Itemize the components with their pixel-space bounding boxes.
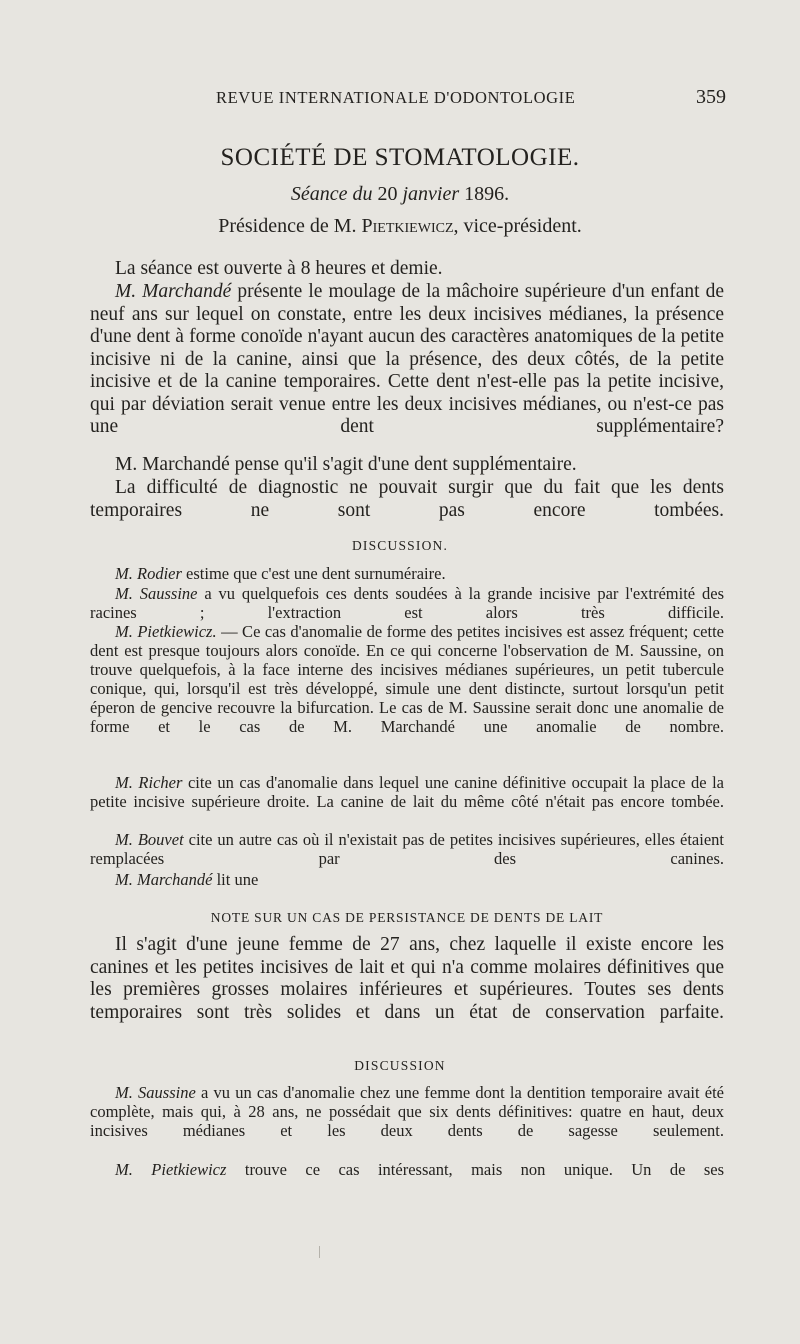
discussion-text: cite un cas d'anomalie dans lequel une canine définitive occupait la place de la petite incisive supérieure droite. La canine de lait du même côté n'était pas encore tombée. <box>90 773 724 811</box>
session-du: du <box>352 183 373 205</box>
discussion-text: a vu un cas d'anomalie chez une femme dont la dentition temporaire avait été complète, mais qui, à 28 ans, ne possédait que six dents définitives: quatre en haut, deux incisives médianes et les deux dents de sagesse seulement. <box>90 1083 724 1140</box>
speaker-name: M. Marchandé <box>115 281 232 302</box>
speaker-name: M. Richer <box>115 773 183 792</box>
speaker-name: M. Marchandé <box>115 870 213 889</box>
discussion-heading: DISCUSSION <box>354 1058 446 1073</box>
speaker-name: M. Saussine <box>115 1083 196 1102</box>
session-month: janvier <box>402 183 460 205</box>
note-heading: NOTE SUR UN CAS DE PERSISTANCE DE DENTS DE LAIT <box>210 910 604 925</box>
discussion-text: cite un autre cas où il n'existait pas de petites incisives supérieures, elles étaient remplacées par des canines. <box>90 830 724 868</box>
discussion-text: a vu quelquefois ces dents soudées à la grande incisive par l'extrémité des racines ; l'extraction est alors très difficile. <box>90 584 724 622</box>
journal-title: REVUE INTERNATIONALE D'ODONTOLOGIE <box>216 88 576 107</box>
discussion-item <box>90 622 724 736</box>
paper-speck <box>319 1246 320 1258</box>
discussion-item <box>90 584 724 622</box>
discussion-item <box>90 830 724 868</box>
presidence-line <box>0 215 800 238</box>
presidence-suffix: , vice-président. <box>453 215 582 237</box>
section-title: SOCIÉTÉ DE STOMATOLOGIE. <box>220 144 580 171</box>
speaker-name: M. Rodier <box>115 564 182 583</box>
president-name: Pietkiewicz <box>361 215 454 237</box>
discussion-item <box>90 1083 724 1140</box>
running-head <box>90 88 730 114</box>
discussion-text: estime que c'est une dent surnuméraire. <box>181 564 446 583</box>
discussion-text: — Ce cas d'anomalie de forme des petites incisives est assez fréquent; cette dent est presque toujours alors conoïde. En ce qui concerne l'observation de M. Saussine, on trouve quelquefois, à la face interne des incisives médianes supérieures, un petit tubercule conique, qui, lorsqu'il est très développé, simule une dent distincte, surtout lorsqu'un petit éperon de gencive recouvre la bifurcation. Le cas de M. Saussine serait donc une anomalie de forme et le cas de M. Marchandé une anomalie de nombre. <box>90 622 724 736</box>
speaker-name: M. Saussine <box>115 584 198 603</box>
paragraph-difficulty: La difficulté de diagnostic ne pouvait surgir que du fait que les dents temporaires ne sont pas encore tombées. <box>90 477 724 521</box>
discussion-item <box>90 564 724 583</box>
session-date <box>0 183 800 206</box>
paragraph-presentation <box>90 281 724 439</box>
speaker-name: M. Bouvet <box>115 830 184 849</box>
session-day: 20 <box>377 183 398 205</box>
discussion-heading: DISCUSSION. <box>351 538 449 553</box>
session-year: 1896. <box>464 183 510 205</box>
discussion-item <box>90 870 724 889</box>
session-label: Séance <box>290 183 348 205</box>
discussion-text: lit une <box>212 870 259 889</box>
paragraph-text: présente le moulage de la mâchoire supérieure d'un enfant de neuf ans sur lequel on constate, entre les deux incisives médianes, la présence d'une dent à forme conoïde n'ayant aucun des caractères anatomiques de la petite incisive ni de la canine, ainsi que la présence, des deux côtés, de la petite incisive et de la canine temporaires. Cette dent n'est-elle pas la petite incisive, qui par déviation serait venue entre les deux incisives médianes, ou n'est-ce pas une dent supplémentaire? <box>90 281 724 437</box>
presidence-prefix: Présidence de M. <box>218 215 357 237</box>
paragraph-opinion: M. Marchandé pense qu'il s'agit d'une dent supplémentaire. <box>115 454 577 475</box>
discussion-item <box>90 773 724 811</box>
speaker-name: M. Pietkiewicz <box>115 1160 227 1179</box>
note-paragraph: Il s'agit d'une jeune femme de 27 ans, chez laquelle il existe encore les canines et les petites incisives de lait et qui n'a comme molaires définitives que les premières grosses molaires inférieures et supérieures. Toutes ses dents temporaires sont très solides et dans un état de conservation parfaite. <box>90 934 724 1023</box>
discussion-item <box>90 1160 724 1179</box>
discussion-text: trouve ce cas intéressant, mais non unique. Un de ses <box>226 1160 725 1179</box>
paragraph-opening: La séance est ouverte à 8 heures et demie. <box>115 258 443 279</box>
speaker-name: M. Pietkiewicz. <box>115 622 217 641</box>
page-number: 359 <box>696 86 726 108</box>
